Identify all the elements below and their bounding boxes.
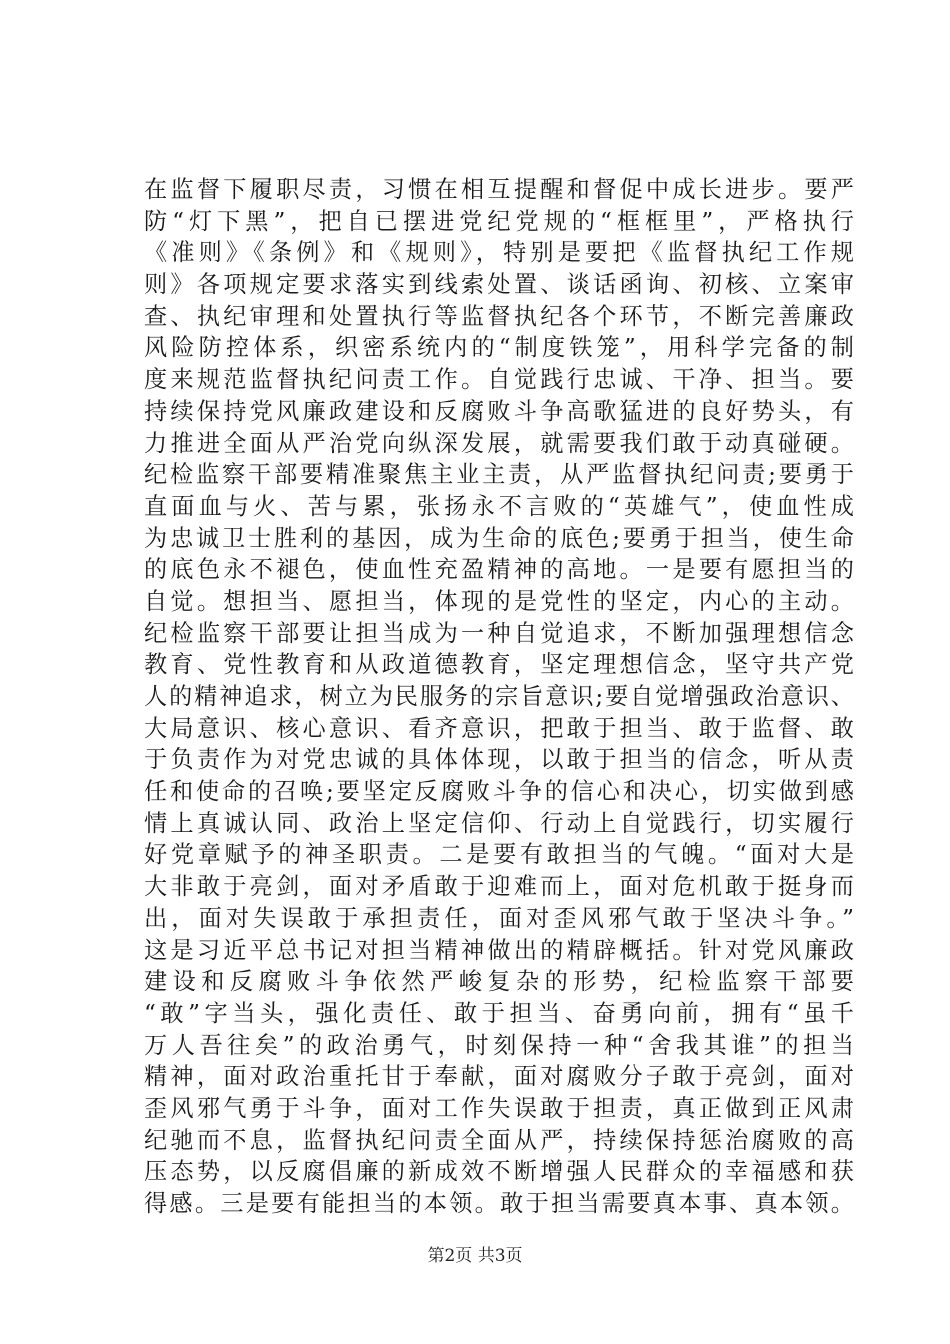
text-line: 大局意识、核心意识、看齐意识，把敢于担当、敢于监督、敢 [144, 714, 854, 742]
text-line: 则》各项规定要求落实到线索处置、谈话函询、初核、立案审 [144, 271, 854, 299]
text-line: 人的精神追求，树立为民服务的宗旨意识;要自觉增强政治意识、 [144, 683, 854, 710]
text-line: 出，面对失误敢于承担责任，面对歪风邪气敢于坚决斗争。” [144, 904, 854, 932]
text-line: 大非敢于亮剑，面对矛盾敢于迎难而上，面对危机敢于挺身而 [144, 873, 854, 901]
text-line: 力推进全面从严治党向纵深发展，就需要我们敢于动真碰硬。 [144, 429, 854, 457]
text-line: 《准则》《条例》和《规则》，特别是要把《监督执纪工作规 [144, 239, 854, 267]
text-line: “敢”字当头，强化责任、敢于担当、奋勇向前，拥有“虽千 [144, 999, 854, 1027]
text-line: 直面血与火、苦与累，张扬永不言败的“英雄气”，使血性成 [144, 492, 854, 520]
text-line: 歪风邪气勇于斗争，面对工作失误敢于担责，真正做到正风肃 [144, 1094, 854, 1122]
text-line: 自觉。想担当、愿担当，体现的是党性的坚定，内心的主动。 [144, 587, 854, 615]
body-text [144, 174, 854, 1220]
text-line: 持续保持党风廉政建设和反腐败斗争高歌猛进的良好势头，有 [144, 397, 854, 425]
text-line: 风险防控体系，织密系统内的“制度铁笼”，用科学完备的制 [144, 334, 854, 362]
text-line: 的底色永不褪色，使血性充盈精神的高地。一是要有愿担当的 [144, 556, 854, 584]
text-line: 万人吾往矣”的政治勇气，时刻保持一种“舍我其谁”的担当 [144, 1031, 854, 1059]
text-line: 精神，面对政治重托甘于奉献，面对腐败分子敢于亮剑，面对 [144, 1063, 854, 1091]
text-line: 得感。三是要有能担当的本领。敢于担当需要真本事、真本领。 [144, 1190, 854, 1217]
text-line: 为忠诚卫士胜利的基因，成为生命的底色;要勇于担当，使生命 [144, 524, 854, 552]
text-line: 于负责作为对党忠诚的具体体现，以敢于担当的信念，听从责 [144, 746, 854, 774]
text-line: 建设和反腐败斗争依然严峻复杂的形势，纪检监察干部要 [144, 968, 854, 996]
text-line: 查、执纪审理和处置执行等监督执纪各个环节，不断完善廉政 [144, 302, 854, 330]
text-line: 教育、党性教育和从政道德教育，坚定理想信念，坚守共产党 [144, 651, 854, 679]
text-line: 纪驰而不息，监督执纪问责全面从严，持续保持惩治腐败的高 [144, 1126, 854, 1154]
text-line: 在监督下履职尽责，习惯在相互提醒和督促中成长进步。要严 [144, 176, 854, 203]
text-line: 防“灯下黑”，把自已摆进党纪党规的“框框里”，严格执行 [144, 207, 854, 235]
text-line: 情上真诚认同、政治上坚定信仰、行动上自觉践行，切实履行 [144, 809, 854, 837]
text-line: 度来规范监督执纪问责工作。自觉践行忠诚、干净、担当。要 [144, 366, 854, 394]
text-line: 压态势，以反腐倡廉的新成效不断增强人民群众的幸福感和获 [144, 1158, 854, 1186]
text-line: 好党章赋予的神圣职责。二是要有敢担当的气魄。“面对大是 [144, 841, 854, 869]
text-line: 这是习近平总书记对担当精神做出的精辟概括。针对党风廉政 [144, 936, 854, 964]
text-line: 纪检监察干部要精准聚焦主业主责，从严监督执纪问责;要勇于 [144, 461, 854, 489]
page-footer: 第2页 共3页 [427, 1246, 523, 1266]
text-line: 纪检监察干部要让担当成为一种自觉追求，不断加强理想信念 [144, 619, 854, 647]
text-line: 任和使命的召唤;要坚定反腐败斗争的信心和决心，切实做到感 [144, 778, 854, 806]
